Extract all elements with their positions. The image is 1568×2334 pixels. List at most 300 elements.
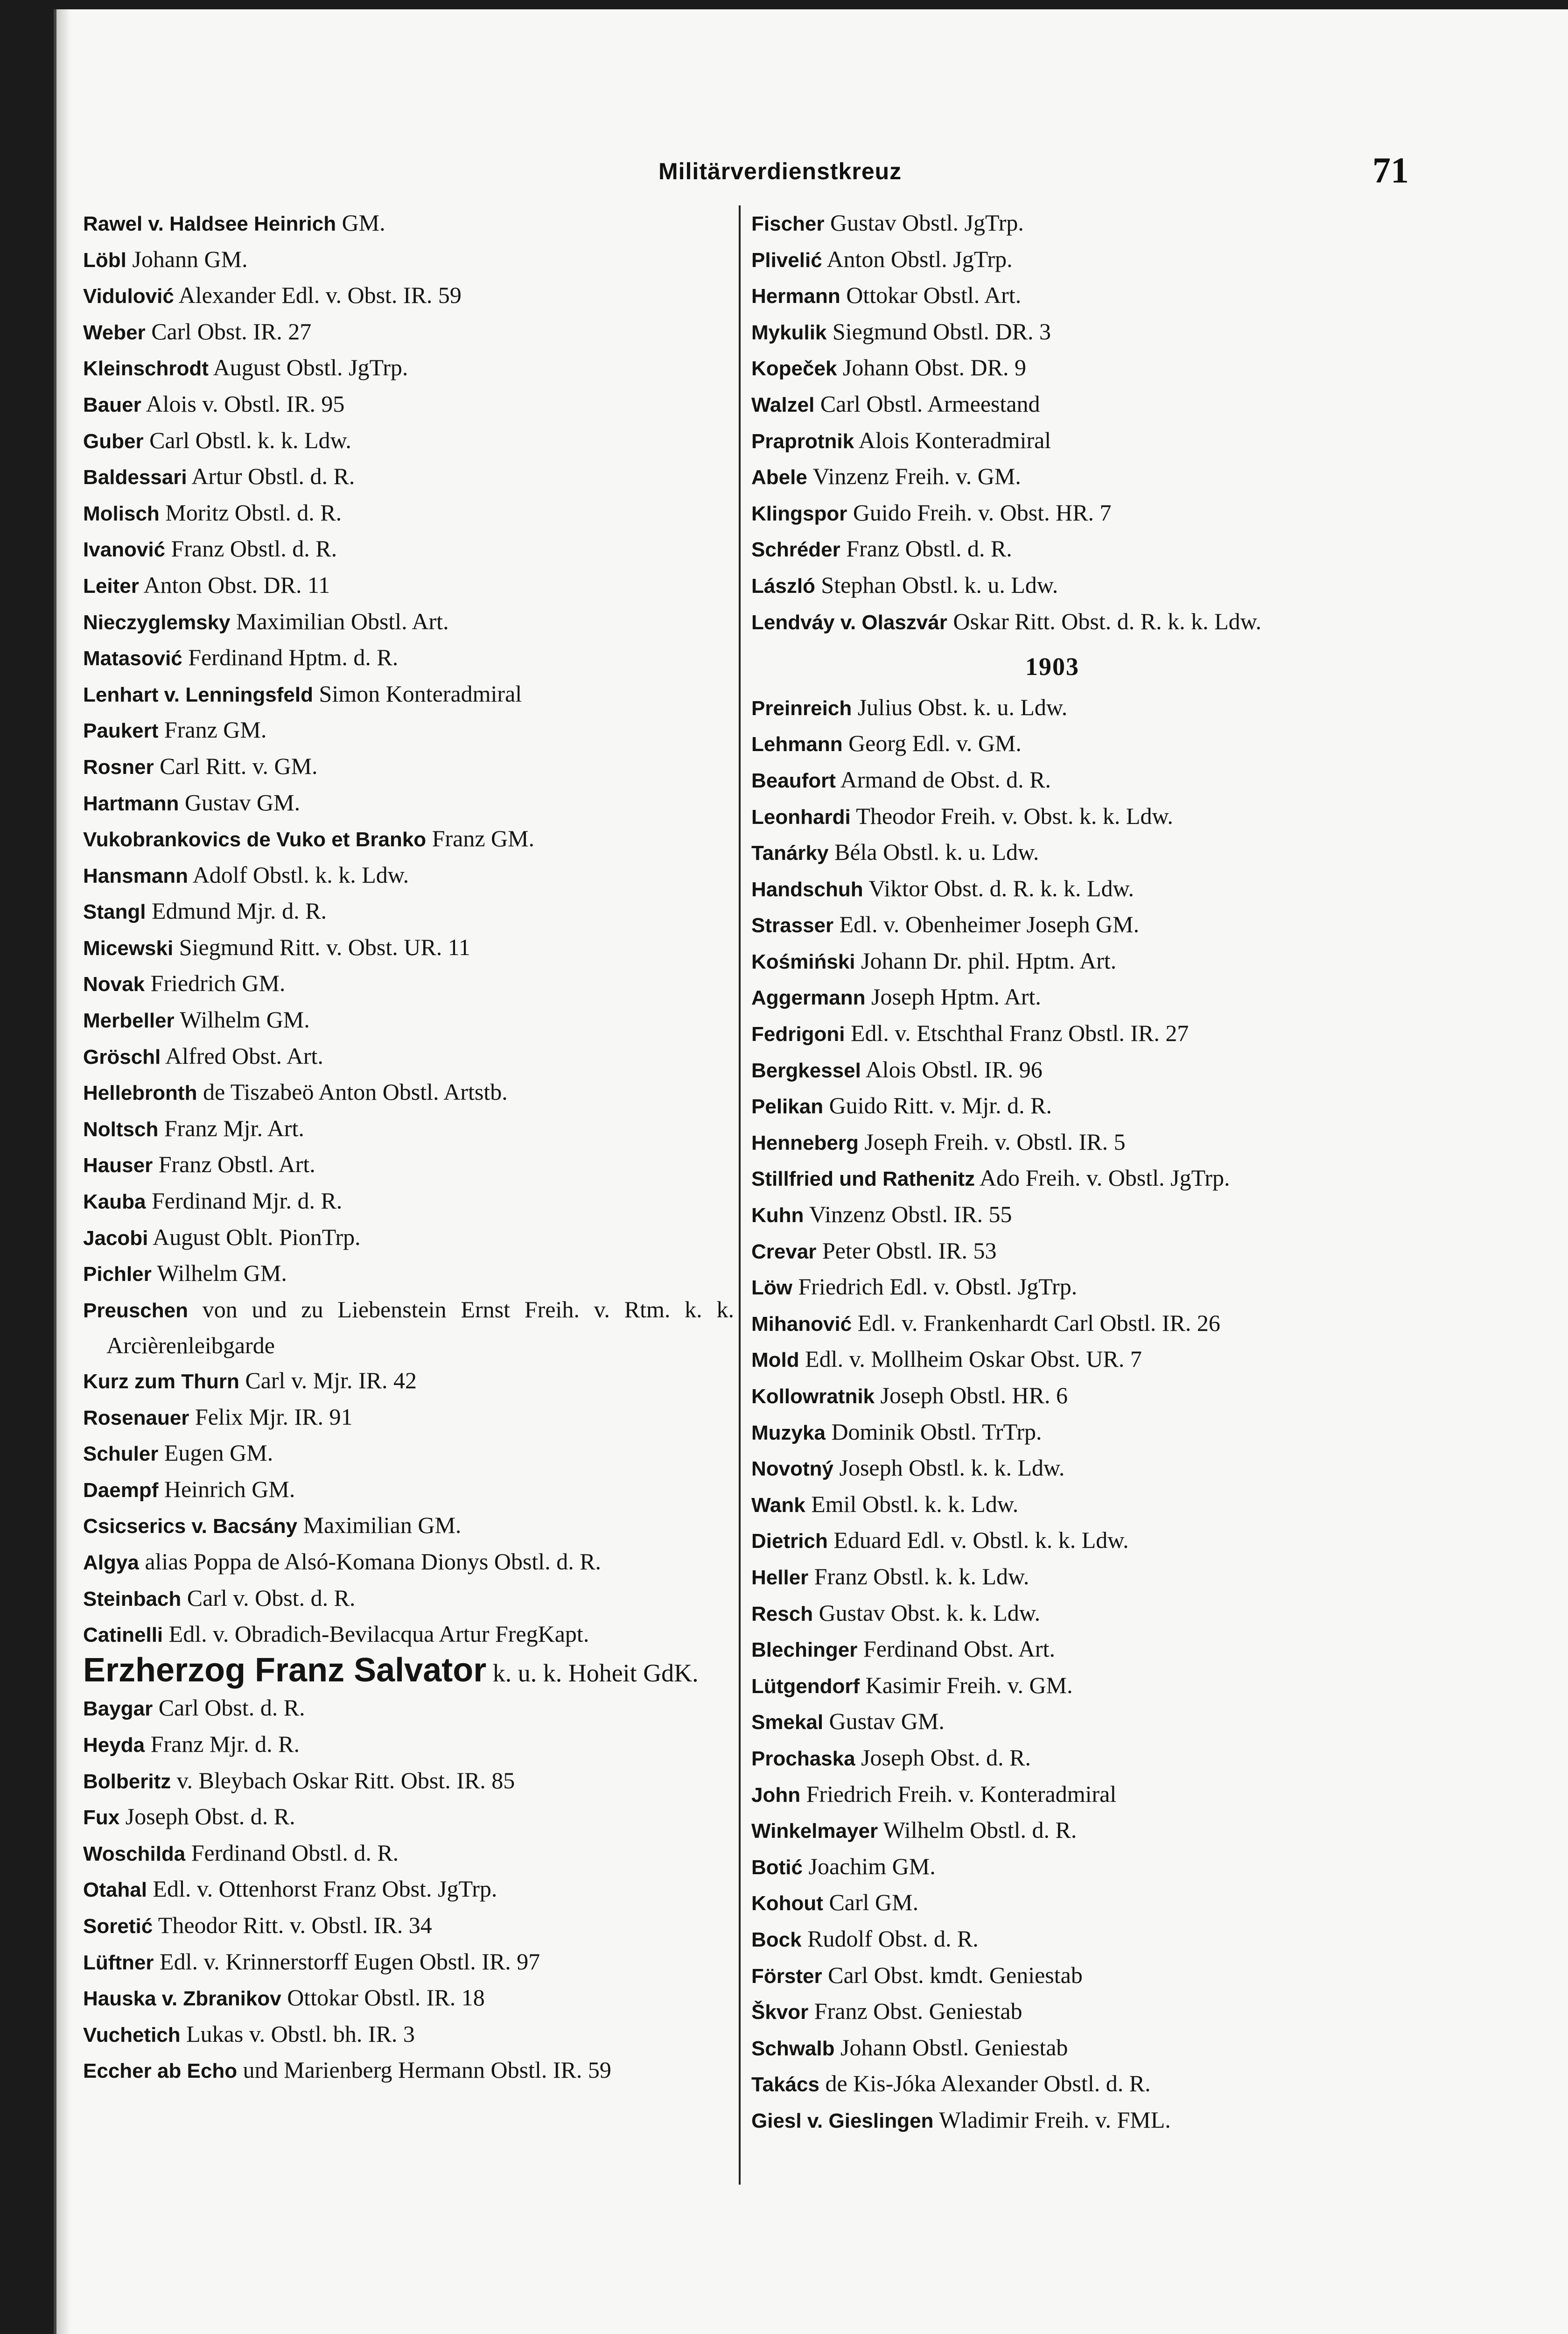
entry-name: Eccher ab Echo [83, 2060, 238, 2083]
entry-name: Bergkessel [751, 1059, 861, 1082]
entry-detail: Carl Obst. d. R. [158, 1694, 305, 1721]
entry-detail: Theodor Ritt. v. Obstl. IR. 34 [158, 1912, 432, 1938]
entry-name: Škvor [751, 2001, 809, 2024]
entry-name: Rawel v. Haldsee Heinrich [83, 212, 336, 235]
entry-name: Paukert [83, 719, 159, 743]
list-item [751, 690, 1353, 726]
entry-detail: Ferdinand Hptm. d. R. [188, 644, 399, 671]
entry-name: Mykulik [751, 321, 827, 344]
entry-detail: Theodor Freih. v. Obst. k. k. Ldw. [856, 802, 1173, 829]
entry-name: Winkelmayer [751, 1820, 878, 1843]
entry-name: Kurz zum Thurn [83, 1370, 239, 1393]
entry-detail: Anton Obst. DR. 11 [143, 571, 330, 598]
list-item [751, 1306, 1353, 1342]
entry-name: Plivelić [751, 248, 822, 272]
entry-detail: von und zu Liebenstein Ernst Freih. v. Rtm. k. k. Arcièrenleibgarde [106, 1296, 734, 1359]
entry-detail: Joseph Hptm. Art. [871, 984, 1041, 1010]
list-item [83, 640, 734, 676]
page-number: 71 [1372, 150, 1409, 190]
entry-name: Novak [83, 973, 145, 996]
entry-name: Beaufort [751, 769, 836, 792]
list-item [83, 2053, 734, 2089]
entry-detail: Joseph Obstl. HR. 6 [880, 1382, 1068, 1408]
entry-detail: Carl Ritt. v. GM. [160, 752, 318, 779]
entry-detail: Artur Obstl. d. R. [191, 463, 355, 490]
entry-name: Schwalb [751, 2037, 835, 2060]
list-item [751, 568, 1353, 604]
entry-name: Rosenauer [83, 1406, 189, 1429]
entry-detail: Edl. v. Mollheim Oskar Obst. UR. 7 [805, 1346, 1142, 1372]
entry-detail: Eugen GM. [164, 1440, 273, 1466]
entry-name: Nieczyglemsky [83, 611, 231, 634]
entry-name: Heyda [83, 1733, 145, 1757]
entry-name: Mold [751, 1349, 799, 1372]
entry-detail: Ferdinand Mjr. d. R. [151, 1188, 343, 1214]
entry-name: Rosner [83, 755, 154, 779]
entry-detail: Wilhelm Obstl. d. R. [883, 1817, 1077, 1843]
entry-detail: Carl Obstl. Armeestand [820, 390, 1040, 417]
entry-name: Hartmann [83, 792, 179, 815]
entry-name: Novotný [751, 1457, 833, 1481]
entry-name: Takács [751, 2073, 819, 2096]
entry-detail: Carl Obst. kmdt. Geniestab [828, 1961, 1083, 1988]
list-item [751, 387, 1353, 423]
entry-name: Prochaska [751, 1747, 855, 1770]
list-item [83, 495, 734, 532]
list-item [751, 1668, 1353, 1704]
entry-detail: Wilhelm GM. [157, 1260, 287, 1287]
entry-detail: Alois Konteradmiral [858, 427, 1051, 453]
entry-name: Botić [751, 1856, 803, 1879]
list-item [751, 1197, 1353, 1233]
list-item [83, 785, 734, 822]
entry-name: Aggermann [751, 986, 866, 1010]
list-item [751, 1487, 1353, 1523]
entry-name: Ivanović [83, 538, 166, 562]
entry-detail: Guido Freih. v. Obst. HR. 7 [853, 499, 1112, 526]
entry-detail: Alfred Obst. Art. [165, 1042, 323, 1069]
list-item [751, 762, 1353, 799]
entry-detail: de Kis-Jóka Alexander Obstl. d. R. [825, 2070, 1151, 2097]
entry-detail: Simon Konteradmiral [319, 680, 522, 707]
entry-name: Resch [751, 1602, 813, 1625]
entry-detail: Gustav Obstl. JgTrp. [830, 210, 1024, 236]
list-item [83, 423, 734, 459]
entry-name: Kollowratnik [751, 1385, 875, 1408]
list-item [83, 1435, 734, 1472]
entry-name: Wank [751, 1493, 805, 1517]
list-item [751, 979, 1353, 1016]
list-item [751, 1849, 1353, 1885]
list-item [83, 1399, 734, 1436]
entry-detail: Edl. v. Etschthal Franz Obstl. IR. 27 [850, 1020, 1189, 1047]
list-item [83, 1220, 734, 1256]
entry-name: Schréder [751, 538, 840, 562]
list-item [751, 1342, 1353, 1378]
list-item [83, 1472, 734, 1508]
list-item [751, 1559, 1353, 1596]
entry-detail: Johann Dr. phil. Hptm. Art. [861, 947, 1117, 974]
list-item [83, 1835, 734, 1872]
list-item [83, 1617, 734, 1653]
entry-name: Kuhn [751, 1204, 804, 1227]
entry-name: Bock [751, 1928, 802, 1951]
entry-detail: Joseph Obstl. k. k. Ldw. [839, 1455, 1065, 1481]
entry-detail: Edl. v. Frankenhardt Carl Obstl. IR. 26 [857, 1309, 1220, 1336]
entry-name: Förster [751, 1964, 822, 1988]
list-item [83, 1581, 734, 1617]
entry-name: Weber [83, 321, 146, 344]
entry-detail: Edl. v. Obenheimer Joseph GM. [839, 911, 1140, 938]
list-item [83, 1363, 734, 1399]
entry-name: Löw [751, 1276, 792, 1300]
entry-detail: Johann GM. [132, 246, 248, 272]
entry-detail: Edl. v. Ottenhorst Franz Obst. JgTrp. [153, 1876, 497, 1902]
list-item [83, 278, 734, 314]
list-item [751, 242, 1353, 278]
list-item [83, 1763, 734, 1800]
entry-detail: Friedrich Freih. v. Konteradmiral [806, 1780, 1117, 1807]
list-item [83, 1256, 734, 1292]
entry-detail: Franz Obstl. d. R. [171, 535, 337, 562]
list-item [83, 1727, 734, 1763]
entry-detail: Rudolf Obst. d. R. [807, 1925, 979, 1952]
entry-detail: v. Bleybach Oskar Ritt. Obst. IR. 85 [176, 1767, 515, 1793]
entry-name: Fischer [751, 212, 825, 235]
right-column-bottom-list [751, 690, 1353, 2139]
entry-name: Algya [83, 1551, 139, 1574]
entry-detail: Wladimir Freih. v. FML. [939, 2106, 1171, 2133]
list-item [751, 907, 1353, 943]
entry-name: Gröschl [83, 1045, 161, 1069]
list-item [751, 2066, 1353, 2102]
entry-name: Lenhart v. Lenningsfeld [83, 683, 314, 706]
list-item [751, 2030, 1353, 2067]
list-item [83, 1002, 734, 1039]
list-item [83, 604, 734, 640]
entry-detail: Dominik Obstl. TrTrp. [831, 1418, 1042, 1445]
entry-name: László [751, 574, 815, 598]
entry-detail: Maximilian Obstl. Art. [236, 608, 449, 634]
list-item [83, 205, 734, 242]
entry-detail: und Marienberg Hermann Obstl. IR. 59 [243, 2057, 611, 2083]
entry-detail: Vinzenz Freih. v. GM. [812, 463, 1021, 490]
entry-name: Woschilda [83, 1842, 186, 1865]
entry-name: Abele [751, 466, 807, 489]
entry-name: Leiter [83, 574, 139, 598]
list-item [751, 314, 1353, 351]
entry-name: Lendváy v. Olaszvár [751, 611, 947, 634]
list-item [83, 1292, 734, 1363]
entry-name: Kohout [751, 1892, 823, 1915]
entry-detail: Edl. v. Krinnerstorff Eugen Obstl. IR. 97 [160, 1948, 540, 1975]
list-item [751, 278, 1353, 314]
entry-detail: August Obstl. JgTrp. [213, 354, 408, 381]
entry-name: Steinbach [83, 1587, 182, 1610]
list-item [751, 1921, 1353, 1958]
entry-name: Strasser [751, 914, 834, 937]
column-divider [739, 205, 741, 2185]
entry-detail: Emil Obstl. k. k. Ldw. [811, 1490, 1019, 1517]
entry-detail: Kasimir Freih. v. GM. [865, 1672, 1073, 1698]
list-item [83, 893, 734, 930]
entry-detail: Edl. v. Obradich-Bevilacqua Artur FregKapt. [168, 1621, 589, 1647]
entry-detail: Joseph Obst. d. R. [861, 1744, 1031, 1771]
entry-name: Vidulović [83, 285, 174, 308]
list-item [751, 1233, 1353, 1270]
entry-detail: Joachim GM. [808, 1853, 936, 1879]
list-item [751, 1958, 1353, 1994]
entry-detail: Stephan Obstl. k. u. Ldw. [821, 571, 1058, 598]
entry-name: Crevar [751, 1240, 817, 1263]
entry-name: Tanárky [751, 842, 829, 865]
entry-name: Erzherzog Franz Salvator [83, 1651, 487, 1689]
entry-name: Heller [751, 1566, 809, 1589]
entry-name: Handschuh [751, 878, 863, 901]
list-item [751, 1016, 1353, 1052]
entry-detail: Moritz Obstl. d. R. [165, 499, 342, 526]
entry-name: Hellebronth [83, 1082, 197, 1105]
list-item [751, 1994, 1353, 2030]
list-item [83, 459, 734, 495]
entry-detail: Lukas v. Obstl. bh. IR. 3 [186, 2020, 415, 2047]
list-item [751, 1414, 1353, 1451]
entry-detail: Alexander Edl. v. Obst. IR. 59 [178, 282, 462, 309]
entry-name: Pelikan [751, 1095, 824, 1118]
entry-name: Merbeller [83, 1009, 175, 1033]
entry-name: Leonhardi [751, 805, 851, 829]
entry-name: Catinelli [83, 1624, 163, 1647]
entry-detail: Guido Ritt. v. Mjr. d. R. [829, 1092, 1052, 1119]
entry-name: Kośmiński [751, 950, 855, 973]
year-heading: 1903 [1025, 653, 1079, 681]
entry-detail: Armand de Obst. d. R. [840, 766, 1051, 793]
list-item [83, 1544, 734, 1581]
entry-name: Daempf [83, 1478, 159, 1502]
entry-name: Bauer [83, 393, 141, 416]
entry-name: Löbl [83, 248, 126, 272]
entry-detail: Anton Obstl. JgTrp. [826, 246, 1013, 272]
entry-detail: Franz Obstl. d. R. [846, 535, 1012, 562]
entry-detail: Oskar Ritt. Obst. d. R. k. k. Ldw. [953, 608, 1262, 634]
entry-detail: Béla Obstl. k. u. Ldw. [834, 839, 1039, 865]
entry-detail: Gustav GM. [829, 1708, 945, 1735]
entry-detail: Franz Obst. Geniestab [814, 1998, 1022, 2025]
entry-name: Stillfried und Rathenitz [751, 1167, 975, 1191]
entry-detail: Eduard Edl. v. Obstl. k. k. Ldw. [833, 1527, 1129, 1554]
list-item [83, 1799, 734, 1835]
entry-detail: de Tiszabeö Anton Obstl. Artstb. [203, 1079, 508, 1105]
entry-name: Kopeček [751, 357, 837, 380]
entry-detail: Siegmund Obstl. DR. 3 [832, 318, 1051, 344]
list-item [83, 531, 734, 568]
entry-name: Schuler [83, 1442, 159, 1466]
list-item [751, 871, 1353, 907]
list-item [83, 1508, 734, 1544]
list-item [83, 568, 734, 604]
entry-name: Preinreich [751, 696, 852, 720]
entry-detail: Johann Obstl. Geniestab [840, 2034, 1068, 2060]
entry-name: Otahal [83, 1878, 147, 1902]
entry-name: Pichler [83, 1263, 152, 1286]
entry-name: Hermann [751, 285, 840, 308]
entry-name: Smekal [751, 1711, 824, 1734]
running-head: Militärverdienstkreuz [658, 158, 902, 184]
list-item [751, 205, 1353, 242]
list-item [751, 1378, 1353, 1414]
list-item [83, 1147, 734, 1183]
entry-detail: Franz Mjr. Art. [164, 1115, 304, 1141]
entry-name: Kleinschrodt [83, 357, 209, 380]
entry-detail: Vinzenz Obstl. IR. 55 [809, 1201, 1012, 1228]
entry-name: Lehmann [751, 733, 843, 756]
entry-name: Hauska v. Zbranikov [83, 1987, 281, 2011]
entry-name: Fedrigoni [751, 1023, 845, 1046]
list-item [751, 1052, 1353, 1089]
list-item [83, 749, 734, 785]
list-item [751, 1596, 1353, 1632]
list-item [751, 604, 1353, 640]
entry-detail: Franz Obstl. k. k. Ldw. [814, 1563, 1029, 1589]
entry-detail: Peter Obstl. IR. 53 [822, 1237, 997, 1264]
entry-detail: Carl Obstl. k. k. Ldw. [149, 427, 351, 453]
list-item [83, 2017, 734, 2053]
entry-detail: Ottokar Obstl. IR. 18 [287, 1984, 485, 2011]
left-column [83, 205, 734, 2089]
entry-detail: Friedrich Edl. v. Obstl. JgTrp. [798, 1273, 1078, 1300]
list-item [751, 726, 1353, 762]
list-item [751, 1777, 1353, 1813]
entry-detail: Joseph Freih. v. Obstl. IR. 5 [864, 1128, 1126, 1155]
list-item [751, 835, 1353, 871]
entry-detail: Franz GM. [432, 825, 535, 852]
entry-detail: Viktor Obst. d. R. k. k. Ldw. [868, 875, 1134, 901]
entry-name: Henneberg [751, 1131, 859, 1154]
entry-name: Preuschen [83, 1299, 188, 1322]
entry-detail: Edmund Mjr. d. R. [151, 898, 327, 924]
list-item [83, 350, 734, 387]
entry-detail: Franz Mjr. d. R. [150, 1730, 300, 1757]
entry-name: Mihanović [751, 1312, 852, 1336]
list-item [83, 930, 734, 966]
entry-detail: Carl v. Obst. d. R. [187, 1584, 356, 1611]
entry-detail: Georg Edl. v. GM. [848, 730, 1022, 757]
entry-detail: Carl Obst. IR. 27 [151, 318, 312, 344]
list-item [83, 1980, 734, 2017]
entry-name: John [751, 1783, 801, 1807]
entry-detail: Julius Obst. k. u. Ldw. [857, 694, 1068, 720]
list-item [751, 1269, 1353, 1306]
list-item [751, 495, 1353, 532]
entry-name: Matasović [83, 647, 182, 670]
list-item [83, 1690, 734, 1727]
list-item [751, 531, 1353, 568]
entry-name: Giesl v. Gieslingen [751, 2109, 934, 2132]
list-item [751, 1450, 1353, 1487]
entry-name: Bolberitz [83, 1770, 171, 1793]
entry-detail: Ferdinand Obst. Art. [863, 1636, 1055, 1662]
entry-detail: Gustav Obst. k. k. Ldw. [819, 1599, 1041, 1626]
list-item [751, 1704, 1353, 1740]
entry-detail: Franz GM. [164, 717, 267, 743]
entry-detail: August Oblt. PionTrp. [153, 1223, 361, 1250]
list-item [83, 1183, 734, 1220]
list-item [83, 314, 734, 351]
entry-detail: Adolf Obstl. k. k. Ldw. [192, 861, 409, 888]
entry-name: Blechinger [751, 1638, 858, 1662]
entry-detail: Heinrich GM. [164, 1476, 295, 1502]
list-item [751, 1523, 1353, 1559]
entry-name: Baygar [83, 1697, 153, 1721]
entry-name: Guber [83, 429, 144, 453]
entry-name: Soretić [83, 1914, 153, 1938]
list-item [83, 858, 734, 894]
entry-name: Vukobrankovics de Vuko et Branko [83, 828, 427, 851]
entry-detail: Johann Obst. DR. 9 [842, 354, 1026, 381]
entry-detail: Alois v. Obstl. IR. 95 [146, 390, 345, 417]
entry-detail: Siegmund Ritt. v. Obst. UR. 11 [179, 934, 470, 960]
entry-detail: k. u. k. Hoheit GdK. [492, 1659, 699, 1687]
list-item [83, 1075, 734, 1111]
entry-detail: Gustav GM. [184, 789, 301, 815]
entry-detail: alias Poppa de Alsó-Komana Dionys Obstl. d. R. [145, 1548, 602, 1575]
list-item [83, 676, 734, 713]
list-item [751, 1740, 1353, 1777]
list-item [83, 1653, 734, 1691]
entry-name: Noltsch [83, 1118, 159, 1141]
entry-name: Jacobi [83, 1226, 148, 1250]
list-item [83, 712, 734, 749]
list-item [83, 387, 734, 423]
list-item [751, 1125, 1353, 1161]
list-item [83, 821, 734, 858]
entry-name: Dietrich [751, 1530, 828, 1553]
list-item [751, 2102, 1353, 2139]
list-item [751, 943, 1353, 980]
entry-detail: GM. [342, 210, 385, 236]
entry-detail: Carl v. Mjr. IR. 42 [245, 1367, 417, 1393]
list-item [83, 1039, 734, 1075]
entry-detail: Alois Obstl. IR. 96 [865, 1056, 1043, 1083]
entry-detail: Carl GM. [829, 1889, 919, 1916]
entry-name: Praprotnik [751, 429, 854, 453]
entry-detail: Joseph Obst. d. R. [125, 1803, 295, 1830]
entry-name: Kauba [83, 1190, 146, 1214]
entry-name: Stangl [83, 900, 146, 924]
entry-name: Baldessari [83, 466, 187, 489]
entry-name: Micewski [83, 936, 174, 960]
list-item [751, 459, 1353, 495]
list-item [751, 1813, 1353, 1849]
entry-name: Vuchetich [83, 2023, 181, 2046]
entry-name: Hansmann [83, 864, 188, 887]
entry-name: Muzyka [751, 1421, 826, 1444]
entry-name: Molisch [83, 502, 160, 525]
entry-name: Lüftner [83, 1951, 154, 1974]
entry-detail: Franz Obstl. Art. [158, 1151, 315, 1178]
list-item [751, 799, 1353, 835]
entry-name: Csicserics v. Bacsány [83, 1515, 298, 1538]
right-column-top-list [751, 205, 1353, 640]
right-column [751, 205, 1353, 2138]
list-item [83, 1871, 734, 1908]
list-item [751, 1088, 1353, 1125]
list-item [751, 350, 1353, 387]
entry-detail: Maximilian GM. [303, 1512, 462, 1539]
entry-detail: Felix Mjr. IR. 91 [195, 1403, 353, 1430]
list-item [83, 1908, 734, 1944]
list-item [751, 1885, 1353, 1921]
